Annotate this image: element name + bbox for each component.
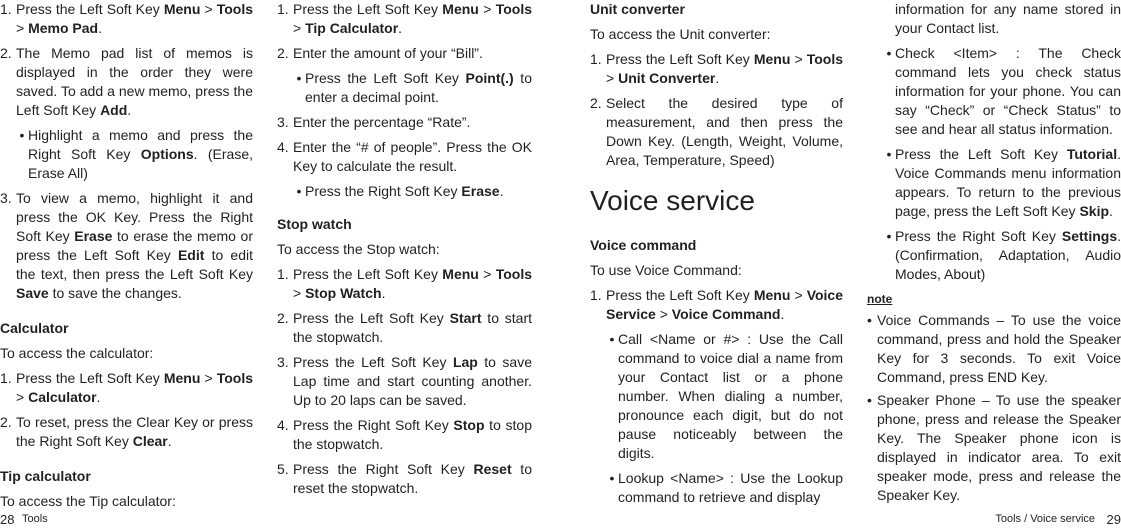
step-text: Press the Left Soft Key Menu > Tools > Calculator.	[16, 370, 253, 405]
bullet: •	[296, 70, 302, 86]
substep-text: Check <Item> : The Check command lets you check status information for your phone. You can say “Check” or “Check Status” to see and hear all status information.	[895, 45, 1121, 137]
section-title: Voice service	[590, 185, 755, 216]
note-item	[867, 311, 1121, 387]
note-text: Voice Commands – To use the voice command, press and hold the Speaker Key for 3 seconds. To exit Voice Command, press END Key.	[877, 312, 1121, 385]
bullet: •	[296, 183, 302, 199]
stopwatch-heading: Stop watch	[277, 216, 352, 232]
step-number: 2.	[0, 45, 12, 61]
voice-substep-check	[883, 44, 1121, 139]
left-footer-label: Tools	[22, 513, 48, 525]
bullet: •	[886, 45, 892, 61]
substep-text: Call <Name or #> : Use the Call command to voice dial a name from your Contact list or a phone number. When dialing a number, pronounce each digit, but do not pause noticeably between the digits.	[618, 331, 843, 461]
voice-step-1	[590, 286, 843, 324]
step-number: 2.	[277, 310, 289, 326]
step-number: 5.	[277, 461, 289, 477]
voice-substep-lookup-continued	[883, 0, 1121, 38]
memo-step-1	[0, 0, 253, 38]
unit-step-1	[590, 50, 843, 88]
column-1	[0, 0, 253, 517]
step-number: 2.	[277, 45, 289, 61]
voice-substep-call	[606, 330, 843, 463]
bullet: •	[886, 146, 892, 162]
step-text: The Memo pad list of memos is displayed in the order they were saved. To add a new memo, press the Left Soft Key Add.	[16, 45, 253, 118]
unit-step-2	[590, 94, 843, 170]
tip-substep-1	[293, 69, 532, 107]
tip-substep-2	[293, 182, 532, 201]
column-2	[277, 0, 532, 504]
tip-step-4	[277, 138, 532, 176]
tip-step-3	[277, 113, 532, 132]
unit-converter-intro: To access the Unit converter:	[590, 26, 771, 42]
calculator-step-1	[0, 369, 253, 407]
substep-text: Press the Left Soft Key Tutorial. Voice Commands menu information appears. To return to the previous page, press the Left Soft Key Skip.	[895, 146, 1121, 219]
step-number: 2.	[0, 414, 12, 430]
substep-text: information for any name stored in your Contact list.	[895, 1, 1121, 36]
step-text: Enter the amount of your “Bill”.	[293, 45, 483, 61]
bullet: •	[867, 392, 872, 408]
stopwatch-step-3	[277, 353, 532, 410]
bullet: •	[19, 127, 25, 143]
note-item	[867, 391, 1121, 505]
bullet: •	[609, 331, 615, 347]
voice-substep-tutorial	[883, 145, 1121, 221]
calculator-step-2	[0, 413, 253, 451]
column-4	[867, 0, 1121, 509]
stopwatch-step-2	[277, 309, 532, 347]
unit-converter-heading: Unit converter	[590, 1, 685, 17]
tip-calculator-intro: To access the Tip calculator:	[0, 493, 176, 509]
step-text: Press the Left Soft Key Menu > Tools > Memo Pad.	[16, 1, 253, 36]
step-number: 1.	[590, 51, 602, 67]
step-number: 3.	[277, 114, 289, 130]
step-text: Press the Right Soft Key Stop to stop the stopwatch.	[293, 417, 533, 452]
step-number: 4.	[277, 417, 289, 433]
step-text: Press the Left Soft Key Menu > Voice Service > Voice Command.	[606, 287, 843, 322]
bullet: •	[609, 470, 615, 486]
step-number: 2.	[590, 95, 602, 111]
step-number: 3.	[0, 190, 12, 206]
note-label: note	[867, 292, 893, 306]
memo-step-3	[0, 189, 253, 303]
bullet: •	[886, 228, 892, 244]
step-number: 1.	[0, 1, 12, 17]
tip-step-2	[277, 44, 532, 63]
note-text: Speaker Phone – To use the speaker phone, press and release the Speaker Key. The Speaker phone icon is displayed in indicator area. To exit speaker mode, press and release the Speaker Key.	[877, 392, 1121, 503]
substep-text: Lookup <Name> : Use the Lookup command to retrieve and display	[618, 470, 843, 505]
right-footer-label: Tools / Voice service	[995, 513, 1095, 525]
tip-calculator-heading: Tip calculator	[0, 468, 91, 484]
step-number: 1.	[277, 266, 289, 282]
step-text: Press the Left Soft Key Menu > Tools > Tip Calculator.	[293, 1, 532, 36]
stopwatch-step-1	[277, 265, 532, 303]
substep-text: Press the Left Soft Key Point(.) to enter a decimal point.	[305, 70, 532, 105]
calculator-heading: Calculator	[0, 320, 69, 336]
left-page-number: 28	[0, 512, 15, 527]
substep-text: Press the Right Soft Key Settings. (Confirmation, Adaptation, Audio Modes, About)	[895, 228, 1121, 282]
column-3	[590, 0, 843, 513]
tip-step-1	[277, 0, 532, 38]
step-text: To reset, press the Clear Key or press the Right Soft Key Clear.	[16, 414, 253, 449]
step-text: Select the desired type of measurement, and then press the Down Key. (Length, Weight, Volume, Area, Temperature, Speed)	[606, 95, 843, 168]
voice-command-intro: To use Voice Command:	[590, 262, 742, 278]
stopwatch-step-4	[277, 416, 532, 454]
voice-substep-lookup	[606, 469, 843, 507]
step-number: 1.	[0, 370, 12, 386]
voice-substep-settings	[883, 227, 1121, 284]
step-text: Press the Left Soft Key Start to start the stopwatch.	[293, 310, 533, 345]
step-number: 4.	[277, 139, 289, 155]
stopwatch-step-5	[277, 460, 532, 498]
memo-step-2	[0, 44, 253, 120]
substep-text: Highlight a memo and press the Right Soft Key Options. (Erase, Erase All)	[28, 127, 253, 181]
right-page-number: 29	[1106, 512, 1121, 527]
step-text: To view a memo, highlight it and press the OK Key. Press the Right Soft Key Erase to erase the memo or press the Left Soft Key Edit to edit the text, then press the Left Soft Key Save to save the changes.	[16, 190, 254, 301]
stopwatch-intro: To access the Stop watch:	[277, 241, 440, 257]
step-text: Enter the percentage “Rate”.	[293, 114, 471, 130]
note-list	[867, 311, 1121, 505]
step-number: 1.	[590, 287, 602, 303]
voice-command-heading: Voice command	[590, 237, 697, 253]
memo-substep	[16, 126, 253, 183]
step-number: 3.	[277, 354, 289, 370]
step-number: 1.	[277, 1, 289, 17]
substep-text: Press the Right Soft Key Erase.	[305, 183, 504, 199]
step-text: Press the Left Soft Key Menu > Tools > Unit Converter.	[606, 51, 843, 86]
step-text: Press the Left Soft Key Menu > Tools > Stop Watch.	[293, 266, 532, 301]
step-text: Press the Right Soft Key Reset to reset the stopwatch.	[293, 461, 532, 496]
step-text: Press the Left Soft Key Lap to save Lap time and start counting another. Up to 20 laps can be saved.	[293, 354, 532, 408]
calculator-intro: To access the calculator:	[0, 345, 154, 361]
step-text: Enter the “# of people”. Press the OK Key to calculate the result.	[293, 139, 532, 174]
bullet: •	[867, 312, 872, 328]
